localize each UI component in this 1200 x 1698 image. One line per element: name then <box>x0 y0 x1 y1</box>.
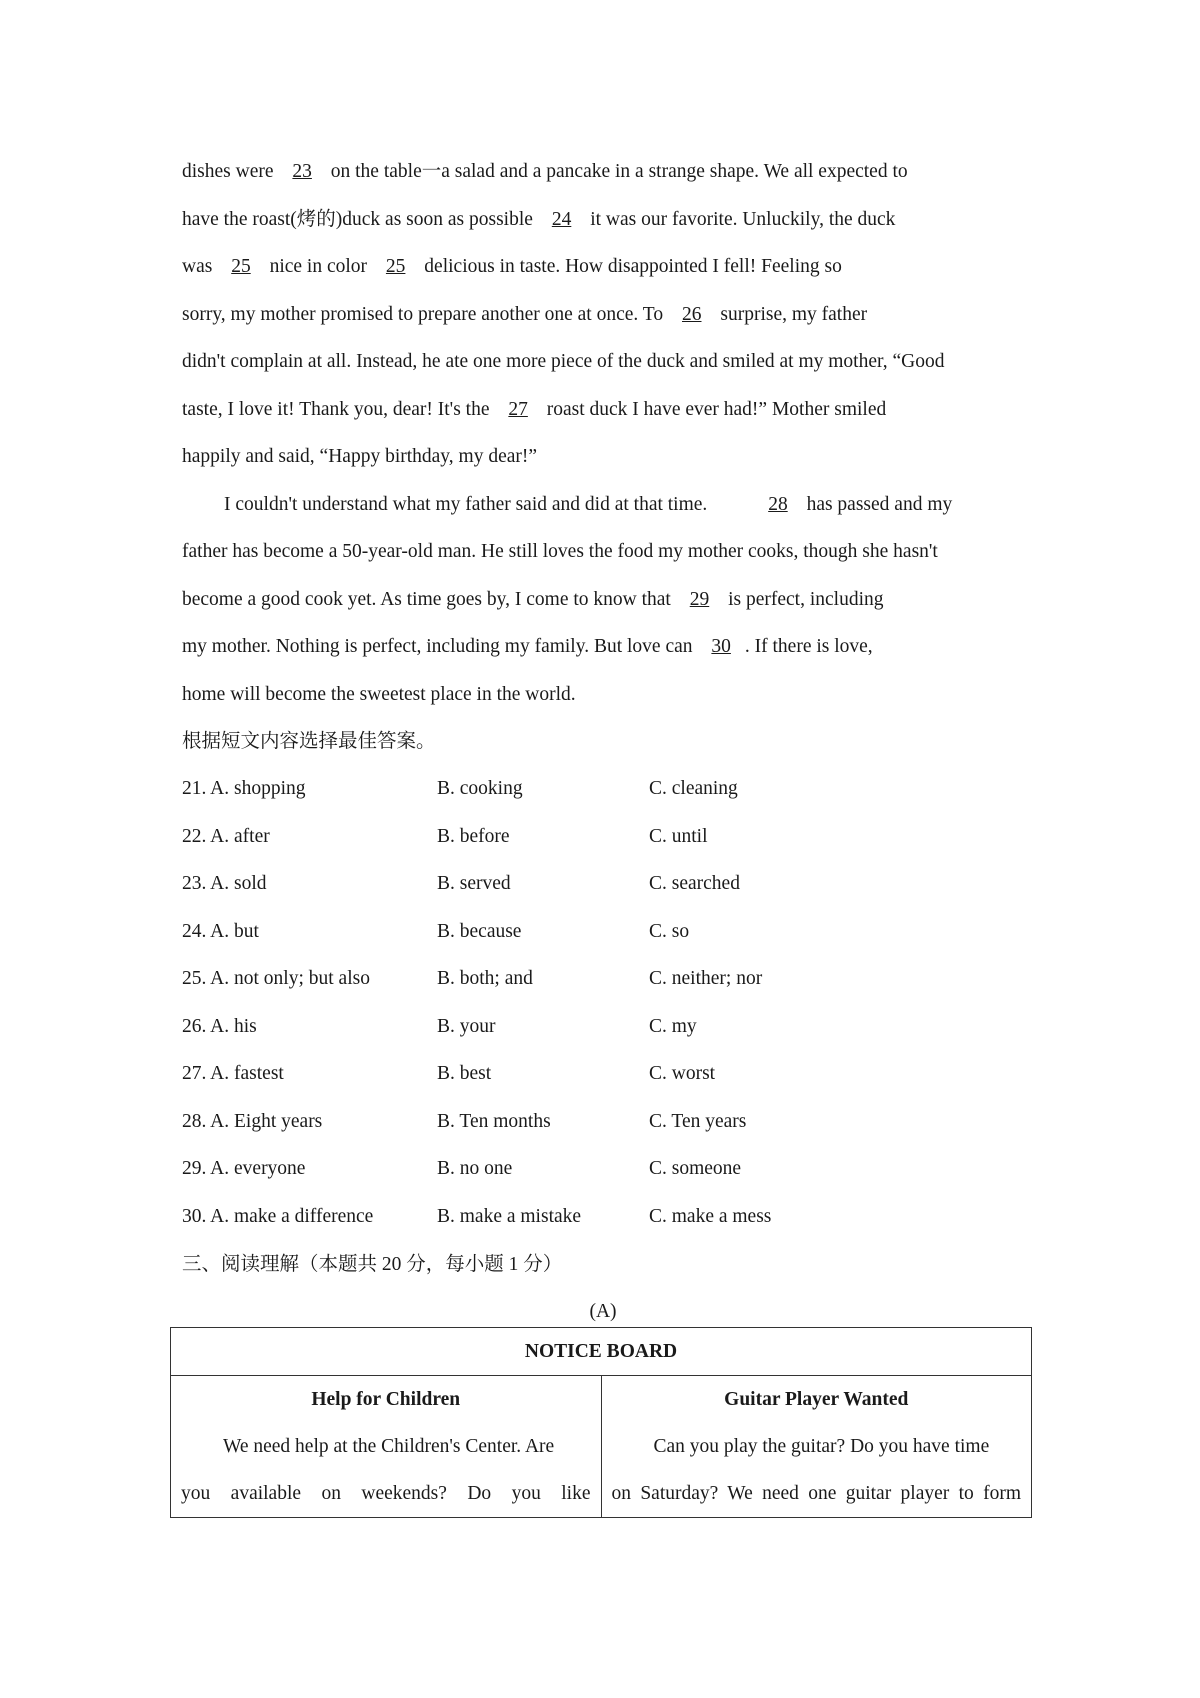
passage-line <box>182 576 1024 624</box>
option-b: B. cooking <box>437 778 523 800</box>
option-c: C. worst <box>649 1063 716 1085</box>
passage-line <box>182 623 1024 671</box>
passage-line <box>182 481 1024 529</box>
option-b: B. both; and <box>437 968 533 990</box>
blank-23: 23 <box>292 161 312 182</box>
passage-line <box>182 338 1024 386</box>
notice-left-title: Help for Children <box>311 1389 461 1410</box>
option-a: 24. A. but <box>182 920 259 942</box>
option-b: B. your <box>437 1015 496 1037</box>
option-row <box>182 766 1024 814</box>
blank-25a: 25 <box>231 256 251 277</box>
text: have the roast(烤的)duck as soon as possible <box>182 208 533 230</box>
text: home will become the sweetest place in the world. <box>182 683 576 705</box>
instruction: 根据短文内容选择最佳答案。 <box>182 731 436 752</box>
section-title: 三、阅读理解（本题共 20 分，每小题 1 分） <box>182 1253 563 1275</box>
notice-left-line: you available on weekends? Do you like <box>181 1483 591 1504</box>
text: father has become a 50-year-old man. He still loves the food my mother cooks, though she hasn't <box>182 541 938 562</box>
text: nice in color <box>269 256 368 277</box>
passage-line <box>182 671 1024 719</box>
passage-line <box>182 243 1024 291</box>
option-b: B. Ten months <box>437 1110 551 1132</box>
option-b: B. served <box>437 873 511 895</box>
notice-left-text <box>171 1423 601 1517</box>
passage-line <box>182 528 1024 576</box>
option-a: 30. A. make a difference <box>182 1205 374 1227</box>
option-row <box>182 1051 1024 1099</box>
option-c: C. my <box>649 1015 697 1037</box>
option-c: C. make a mess <box>649 1205 772 1227</box>
notice-right-title: Guitar Player Wanted <box>724 1389 909 1410</box>
blank-29: 29 <box>689 588 710 610</box>
text: become a good cook yet. As time goes by, I come to know that <box>182 588 671 610</box>
passage-line <box>182 433 1024 481</box>
notice-right-line: on Saturday? We need one guitar player to form <box>611 1483 1021 1504</box>
sub-title: (A) <box>589 1301 617 1322</box>
blank-30: 30 <box>711 636 731 657</box>
passage-line <box>182 148 1024 196</box>
option-a: 29. A. everyone <box>182 1158 306 1180</box>
option-b: B. before <box>437 825 510 847</box>
option-c: C. cleaning <box>649 778 738 800</box>
exam-page <box>182 148 1024 1336</box>
blank-28: 28 <box>768 493 788 515</box>
text: was <box>182 256 213 277</box>
text: didn't complain at all. Instead, he ate one more piece of the duck and smiled at my mother, “Good <box>182 351 945 372</box>
option-c: C. Ten years <box>649 1110 747 1132</box>
passage-line <box>182 386 1024 434</box>
text: my mother. Nothing is perfect, including my family. But love can <box>182 636 693 657</box>
options-list <box>182 766 1024 1241</box>
option-b: B. because <box>437 920 522 942</box>
text: dishes were <box>182 161 274 182</box>
text: delicious in taste. How disappointed I fell! Feeling so <box>424 256 842 277</box>
text: happily and said, “Happy birthday, my dear!” <box>182 446 538 467</box>
text: is perfect, including <box>728 588 884 610</box>
passage-line <box>182 196 1024 244</box>
cloze-passage <box>182 148 1024 718</box>
option-b: B. best <box>437 1063 492 1085</box>
notice-right-text <box>602 1423 1032 1517</box>
option-c: C. searched <box>649 873 740 895</box>
blank-26: 26 <box>682 303 702 325</box>
blank-27: 27 <box>508 398 528 420</box>
text: . If there is love, <box>744 636 873 657</box>
option-c: C. so <box>649 920 690 942</box>
option-row <box>182 1003 1024 1051</box>
text: surprise, my father <box>720 303 868 325</box>
text: sorry, my mother promised to prepare another one at once. To <box>182 303 664 325</box>
option-row <box>182 956 1024 1004</box>
option-b: B. no one <box>437 1158 513 1180</box>
notice-board-table <box>170 1327 1032 1518</box>
text: I couldn't understand what my father said and did at that time. <box>224 493 708 515</box>
option-c: C. someone <box>649 1158 742 1180</box>
option-b: B. make a mistake <box>437 1205 582 1227</box>
option-row <box>182 1098 1024 1146</box>
option-a: 22. A. after <box>182 825 270 847</box>
option-row <box>182 861 1024 909</box>
option-row <box>182 813 1024 861</box>
text: has passed and my <box>806 493 953 515</box>
text: on the table一a salad and a pancake in a strange shape. We all expected to <box>330 161 908 182</box>
option-row <box>182 1193 1024 1241</box>
notice-right-line: Can you play the guitar? Do you have time <box>653 1436 990 1457</box>
option-row <box>182 908 1024 956</box>
option-row <box>182 1146 1024 1194</box>
notice-right-column <box>601 1376 1032 1518</box>
option-a: 27. A. fastest <box>182 1063 284 1085</box>
option-c: C. neither; nor <box>649 968 763 990</box>
text: roast duck I have ever had!” Mother smiled <box>546 398 887 420</box>
notice-left-line: We need help at the Children's Center. Are <box>223 1436 555 1457</box>
option-a: 28. A. Eight years <box>182 1110 323 1132</box>
blank-24: 24 <box>551 208 572 230</box>
option-c: C. until <box>649 825 708 847</box>
text: taste, I love it! Thank you, dear! It's the <box>182 398 490 420</box>
notice-left-column <box>171 1376 602 1518</box>
notice-heading: NOTICE BOARD <box>171 1328 1032 1376</box>
option-a: 25. A. not only; but also <box>182 968 370 990</box>
option-a: 23. A. sold <box>182 873 267 895</box>
option-a: 26. A. his <box>182 1015 257 1037</box>
text: it was our favorite. Unluckily, the duck <box>590 208 896 230</box>
option-a: 21. A. shopping <box>182 778 306 800</box>
blank-25b: 25 <box>385 256 406 277</box>
passage-line <box>182 291 1024 339</box>
